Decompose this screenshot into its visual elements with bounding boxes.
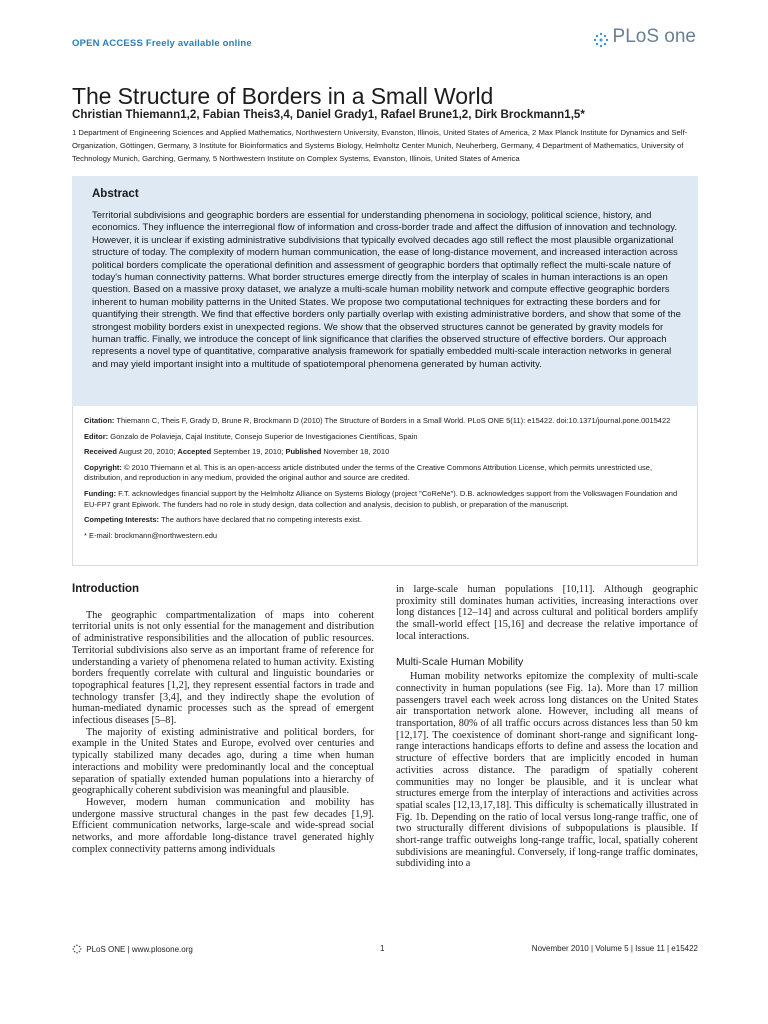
footer-issue-info: November 2010 | Volume 5 | Issue 11 | e15422 bbox=[531, 944, 698, 953]
right-column bbox=[396, 584, 698, 870]
abstract-heading: Abstract bbox=[92, 188, 139, 200]
plos-dots-icon bbox=[593, 32, 609, 48]
copyright-text: © 2010 Thiemann et al. This is an open-access article distributed under the terms of the Creative Commons Attribution License, which permits unrestricted use, distribution, and reproduction in any medium, provided the original author and source are credited. bbox=[84, 462, 653, 483]
intro-paragraph-2: The majority of existing administrative and political borders, for example in the United States and Europe, evolved over centuries and typically stabilized many decades ago, during a time when human interactions and mobility were predominantly local and the conceptual separation of spatially extended human populations into a hierarchy of geographically coherent subdivision was meaningful and plausible. bbox=[72, 726, 374, 797]
competing-line bbox=[84, 515, 682, 526]
author-list: Christian Thiemann1,2, Fabian Theis3,4, Daniel Grady1, Rafael Brune1,2, Dirk Brockmann1,5* bbox=[72, 108, 585, 121]
accepted-label: Accepted bbox=[177, 447, 212, 457]
footer-journal bbox=[72, 944, 193, 954]
citation-label: Citation: bbox=[84, 416, 115, 425]
intro-paragraph-1: The geographic compartmentalization of maps into coherent territorial units is not only essential for the management and distribution of administrative responsibilities and the allocation of public resources. Territorial subdivisions also serve as an important frame of reference for understanding a variety of phenomena related to human activity. Existing borders frequently correlate with cultural and linguistic boundaries or topographical features [1,2], they represent essential factors in trade and technology transfer [3,4], and they indirectly shape the evolution of human-mediated dynamic processes such as the spread of emergent infectious diseases [5–8]. bbox=[72, 609, 374, 727]
citation-line bbox=[84, 416, 682, 427]
introduction-heading: Introduction bbox=[72, 583, 140, 595]
left-column bbox=[72, 584, 374, 855]
page-number: 1 bbox=[380, 944, 385, 953]
plos-one-logo bbox=[613, 26, 696, 48]
copyright-line bbox=[84, 463, 682, 484]
published-label: Published bbox=[285, 447, 322, 457]
dates-line bbox=[84, 447, 682, 458]
copyright-label: Copyright: bbox=[84, 462, 122, 472]
received-date: August 20, 2010; bbox=[118, 447, 176, 457]
affiliations: 1 Department of Engineering Sciences and Applied Mathematics, Northwestern University, Evanston, Illinois, United States of America, 2 Max Planck Institute for Dynamics and Self-Organization, Göttingen, Germany, 3 Institute for Bioinformatics and Systems Biology, Helmholtz Center Munich, Neuherberg, Germany, 4 Department of Mathematics, University of Technology Munich, Garching, Germany, 5 Northwestern Institute on Complex Systems, Evanston, Illinois, United States of America bbox=[72, 128, 688, 163]
abstract-text: Territorial subdivisions and geographic borders are essential for understanding phenomena in sociology, political science, history, and economics. They influence the interregional flow of information and cross-border trade and affect the diffusion of innovation and technology. However, it is unclear if existing administrative subdivisions that typically evolved decades ago still reflect the most plausible organizational structure of today. The complexity of modern human communication, the ease of long-distance movement, and increased interaction across political borders complicate the operational definition and assessment of geographic borders that optimally reflect the multi-scale nature of today's human connectivity patterns. What border structures emerge directly from the interplay of scales in human interactions is an open question. Based on a massive proxy dataset, we analyze a multi-scale human mobility network and compute effective geographic borders inherent to human mobility patterns in the United States. We propose two computational techniques for extracting these borders and for quantifying their strength. We find that effective borders only partially overlap with existing administrative borders, and show that some of the strongest mobility borders exist in unexpected regions. We show that the observed structures cannot be generated by gravity models for human traffic. Finally, we introduce the concept of link significance that clarifies the observed structure of effective borders. Our approach represents a novel type of quantitative, comparative analysis framework for spatially embedded multi-scale interaction networks in general and may yield important insight into a multitude of spatiotemporal phenomena generated by human activity. bbox=[92, 210, 681, 370]
accepted-date: September 19, 2010; bbox=[213, 447, 284, 457]
footer-left-text: PLoS ONE | www.plosone.org bbox=[86, 945, 193, 954]
mobility-paragraph-1: Human mobility networks epitomize the complexity of multi-scale connectivity in human populations (see Fig. 1a). More than 17 million passengers travel each week across long distances on the United States air transportation network alone. However, including all means of transportation, 80% of all traffic occurs across distances less than 50 km [12,17]. The coexistence of dominant short-range and significant long-range interactions handicaps efforts to define and assess the location and structure of effective borders that are implicitly encoded in human activities across distance. The paradigm of spatially coherent communities may no longer be plausible, and it is unclear what structures emerge from the interplay of interactions and activities across spatial scales [12,13,17,18]. This difficulty is schematically illustrated in Fig. 1b. Depending on the ratio of local versus long-range traffic, one of two structurally different divisions of subpopulations is plausible. If short-range traffic outweighs long-range traffic, local, spatially coherent subdivisions are meaningful. Conversely, if long-range traffic dominates, subdividing into a bbox=[396, 671, 698, 870]
paper-title: The Structure of Borders in a Small World bbox=[72, 83, 494, 110]
mobility-heading: Multi-Scale Human Mobility bbox=[396, 655, 524, 668]
open-access-text: OPEN ACCESS Freely available online bbox=[72, 38, 252, 49]
competing-text: The authors have declared that no competing interests exist. bbox=[160, 515, 362, 525]
editor-line bbox=[84, 432, 682, 443]
received-label: Received bbox=[84, 447, 117, 457]
funding-label: Funding: bbox=[84, 488, 117, 498]
article-meta bbox=[84, 416, 682, 546]
published-date: November 18, 2010 bbox=[323, 447, 390, 457]
citation-text: Thiemann C, Theis F, Grady D, Brune R, Brockmann D (2010) The Structure of Borders in a Small World. PLoS ONE 5(11): e15422. doi:10.1371/journal.pone.0015422 bbox=[116, 416, 671, 425]
competing-label: Competing Interests: bbox=[84, 515, 160, 525]
journal-header bbox=[72, 26, 696, 58]
funding-text: F.T. acknowledges financial support by the Helmholtz Alliance on Systems Biology (project "CoReNe"). D.B. acknowledges support from the Volkswagen Foundation and EU-FP7 grant Epiwork. The funders had no role in study design, data collection and analysis, decision to publish, or preparation of the manuscript. bbox=[84, 488, 678, 509]
open-access-label bbox=[72, 38, 252, 49]
editor-label: Editor: bbox=[84, 431, 109, 441]
right-paragraph-1: in large-scale human populations [10,11]. Although geographic proximity still dominates human activities, increasing interactions over long distances [12–14] and across cultural and political borders amplify the small-world effect [15,16] and decrease the relative importance of local interactions. bbox=[396, 584, 698, 642]
intro-paragraph-3: However, modern human communication and mobility has undergone massive structural changes in the past few decades [1,9]. Efficient communication networks, large-scale and wide-spread social networks, and more affordable long-distance travel generated highly complex connectivity patterns among individuals bbox=[72, 796, 374, 855]
email-line: * E-mail: brockmann@northwestern.edu bbox=[84, 530, 218, 540]
plos-dots-icon bbox=[72, 944, 82, 954]
editor-text: Gonzalo de Polavieja, Cajal Institute, Consejo Superior de Investigaciones Científicas, Spain bbox=[110, 431, 418, 441]
journal-name: PLoS one bbox=[612, 26, 696, 47]
funding-line bbox=[84, 489, 682, 510]
